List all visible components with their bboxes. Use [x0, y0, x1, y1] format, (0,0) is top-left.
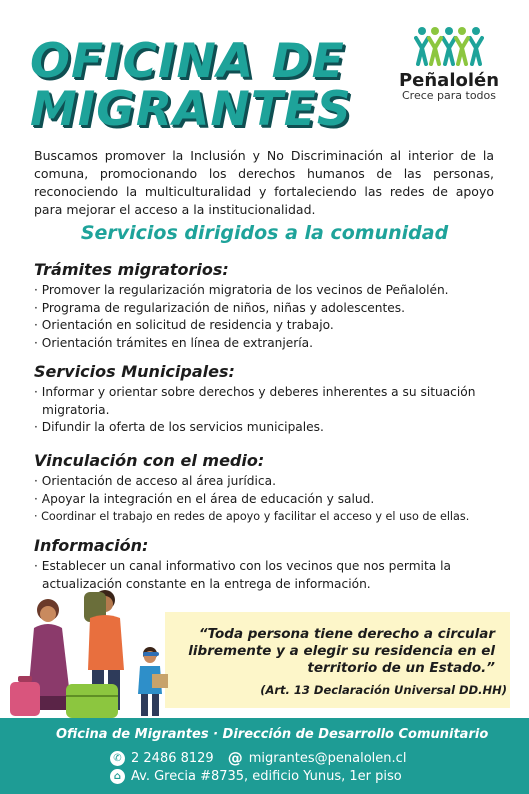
logo-name: Peñalolén	[398, 70, 500, 91]
list-item: · Promover la regularización migratoria de los vecinos de Peñalolén.	[34, 282, 504, 300]
list-item: · Apoyar la integración en el área de educación y salud.	[34, 491, 504, 509]
phone-number[interactable]: 2 2486 8129	[131, 750, 214, 766]
section-vinculacion	[34, 451, 504, 526]
rights-quote: “Toda persona tiene derecho a circular libremente y a elegir su residencia en el territorio de un Estado.”	[188, 626, 495, 676]
title-line-1: OFICINA DE	[30, 34, 345, 89]
contact-row-address	[110, 769, 402, 784]
section-title: Información:	[34, 536, 149, 555]
section-informacion	[34, 536, 504, 593]
list-item: · Orientación en solicitud de residencia y trabajo.	[34, 317, 504, 335]
quote-citation: (Art. 13 Declaración Universal DD.HH)	[260, 683, 507, 697]
email-address[interactable]: migrantes@penalolen.cl	[248, 750, 407, 766]
section-servicios-municipales	[34, 362, 504, 437]
intro-paragraph: Buscamos promover la Inclusión y No Discriminación al interior de la comuna, promocionando los derechos humanos de las personas, reconociendo la multiculturalidad y fortaleciendo las redes de apoyo para mejorar el acceso a la institucionalidad.	[34, 148, 494, 217]
contact-footer	[0, 718, 529, 794]
poster-title	[30, 34, 370, 137]
list-item: · Informar y orientar sobre derechos y deberes inherentes a su situación migratoria.	[34, 384, 504, 419]
list-item: · Orientación trámites en línea de extranjería.	[34, 335, 504, 353]
section-title: Servicios Municipales:	[34, 362, 235, 381]
location-icon: ⌂	[110, 769, 125, 784]
list-item: · Orientación de acceso al área jurídica.	[34, 473, 504, 491]
section-tramites	[34, 260, 504, 352]
section-title: Trámites migratorios:	[34, 260, 229, 279]
address: Av. Grecia #8735, edificio Yunus, 1er piso	[131, 769, 402, 784]
list-item: · Programa de regularización de niños, niñas y adolescentes.	[34, 300, 504, 318]
logo-tagline: Crece para todos	[401, 89, 496, 102]
migrant-family-illustration	[0, 586, 200, 726]
footer-title: Oficina de Migrantes · Dirección de Desarrollo Comunitario	[56, 727, 489, 742]
services-heading: Servicios dirigidos a la comunidad	[80, 222, 449, 244]
phone-icon: ✆	[110, 751, 125, 766]
people-logo-icon	[414, 26, 484, 68]
list-item: · Establecer un canal informativo con los vecinos que nos permita la actualización constante en la entrega de información.	[34, 558, 504, 593]
section-title: Vinculación con el medio:	[34, 451, 265, 470]
at-icon: @	[227, 749, 243, 767]
title-line-2: MIGRANTES	[30, 82, 352, 137]
penalolen-logo	[394, 26, 504, 102]
list-item: · Difundir la oferta de los servicios municipales.	[34, 419, 504, 437]
list-item: · Coordinar el trabajo en redes de apoyo y facilitar el acceso y el uso de ellas.	[34, 508, 504, 526]
contact-row-phone-email	[110, 749, 406, 767]
